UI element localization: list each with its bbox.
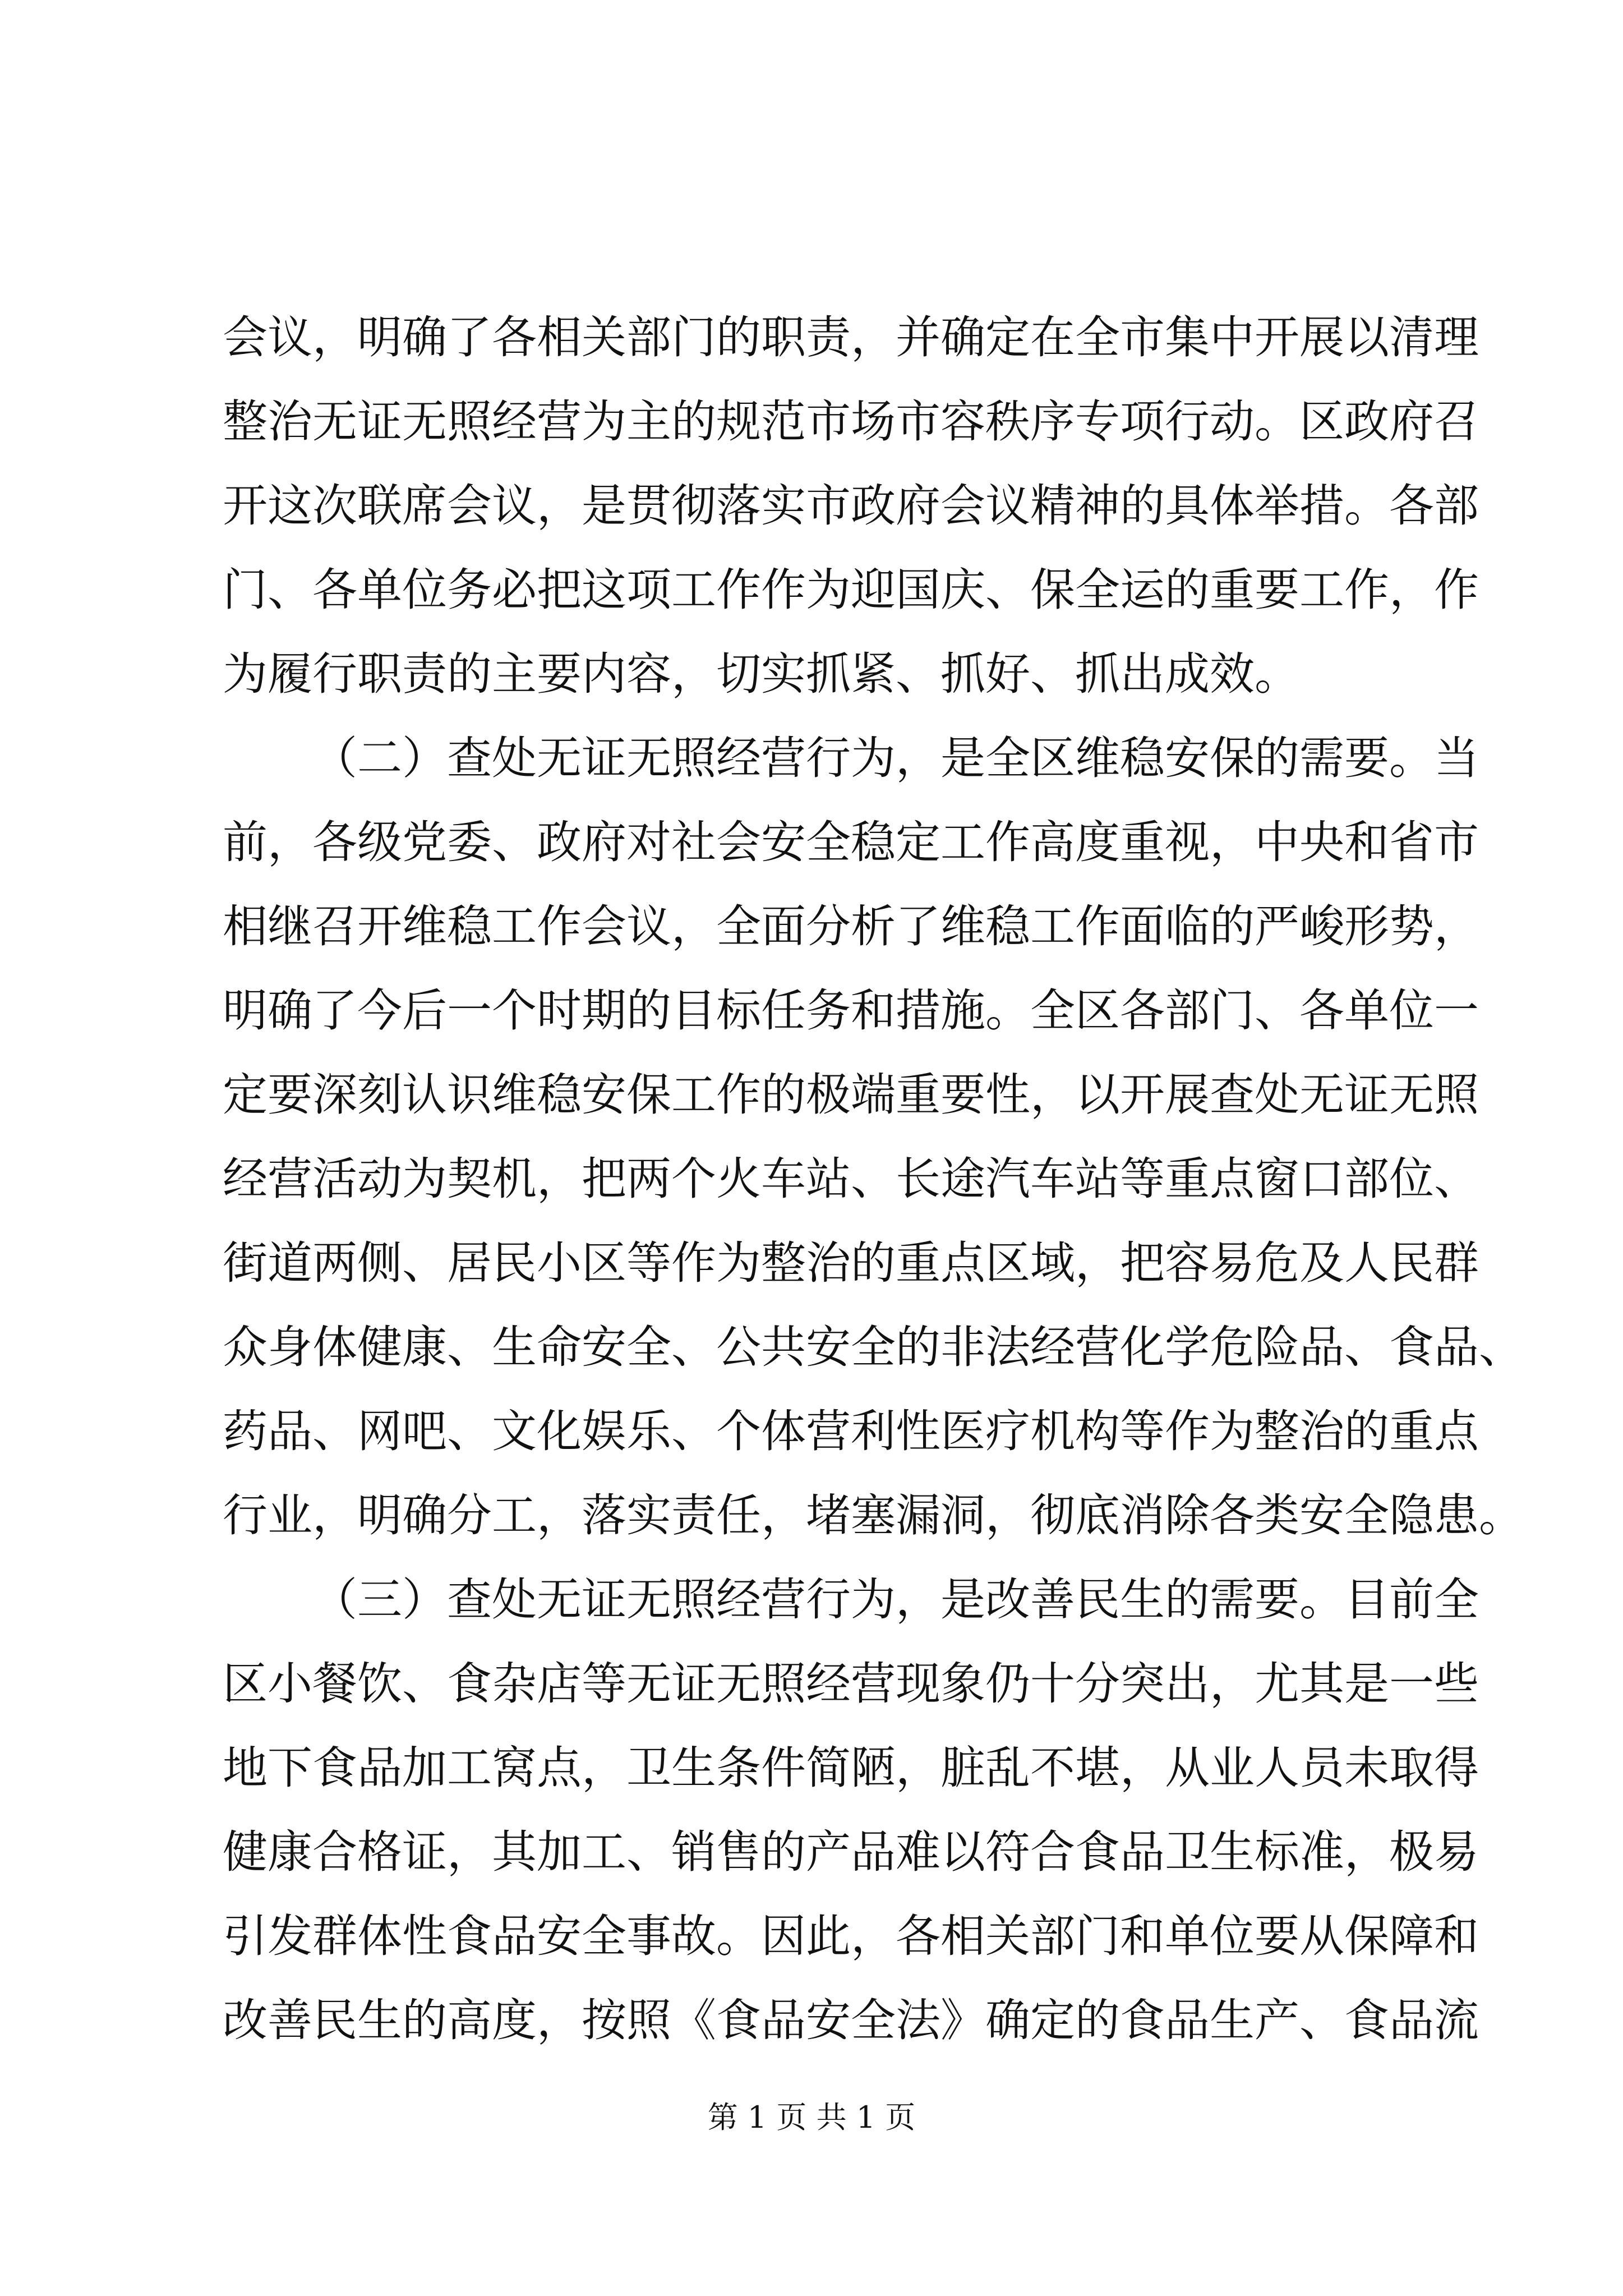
text-line: 整治无证无照经营为主的规范市场市容秩序专项行动。区政府召	[223, 395, 1479, 448]
text-line: 明确了今后一个时期的目标任务和措施。全区各部门、各单位一	[223, 984, 1479, 1037]
text-line: 地下食品加工窝点，卫生条件简陋，脏乱不堪，从业人员未取得	[223, 1742, 1479, 1794]
text-line: 定要深刻认识维稳安保工作的极端重要性，以开展查处无证无照	[223, 1069, 1479, 1121]
paragraph-start-line: （三）查处无证无照经营行为，是改善民生的需要。目前全	[312, 1573, 1479, 1626]
paragraph-start-line: （二）查处无证无照经营行为，是全区维稳安保的需要。当	[312, 732, 1479, 784]
text-line: 引发群体性食品安全事故。因此，各相关部门和单位要从保障和	[223, 1910, 1479, 1962]
text-line: 众身体健康、生命安全、公共安全的非法经营化学危险品、食品、	[223, 1321, 1524, 1373]
text-line: 前，各级党委、政府对社会安全稳定工作高度重视，中央和省市	[223, 816, 1479, 868]
text-line: 为履行职责的主要内容，切实抓紧、抓好、抓出成效。	[223, 648, 1299, 700]
text-line: 街道两侧、居民小区等作为整治的重点区域，把容易危及人民群	[223, 1237, 1479, 1289]
text-line: 行业，明确分工，落实责任，堵塞漏洞，彻底消除各类安全隐患。	[223, 1489, 1524, 1542]
text-line: 门、各单位务必把这项工作作为迎国庆、保全运的重要工作，作	[223, 564, 1479, 616]
text-line: 开这次联席会议，是贯彻落实市政府会议精神的具体举措。各部	[223, 480, 1479, 532]
text-line: 会议，明确了各相关部门的职责，并确定在全市集中开展以清理	[223, 311, 1479, 364]
page-footer	[0, 2098, 1623, 2137]
document-body	[223, 296, 1524, 2063]
text-line: 相继召开维稳工作会议，全面分析了维稳工作面临的严峻形势，	[223, 900, 1479, 953]
text-line: 经营活动为契机，把两个火车站、长途汽车站等重点窗口部位、	[223, 1153, 1479, 1205]
text-line: 区小餐饮、食杂店等无证无照经营现象仍十分突出，尤其是一些	[223, 1658, 1479, 1710]
text-line: 改善民生的高度，按照《食品安全法》确定的食品生产、食品流	[223, 1994, 1479, 2046]
text-line: 药品、网吧、文化娱乐、个体营利性医疗机构等作为整治的重点	[223, 1405, 1479, 1457]
text-line: 健康合格证，其加工、销售的产品难以符合食品卫生标准，极易	[223, 1826, 1479, 1878]
page-number-label: 第 1 页 共 1 页	[707, 2100, 916, 2135]
